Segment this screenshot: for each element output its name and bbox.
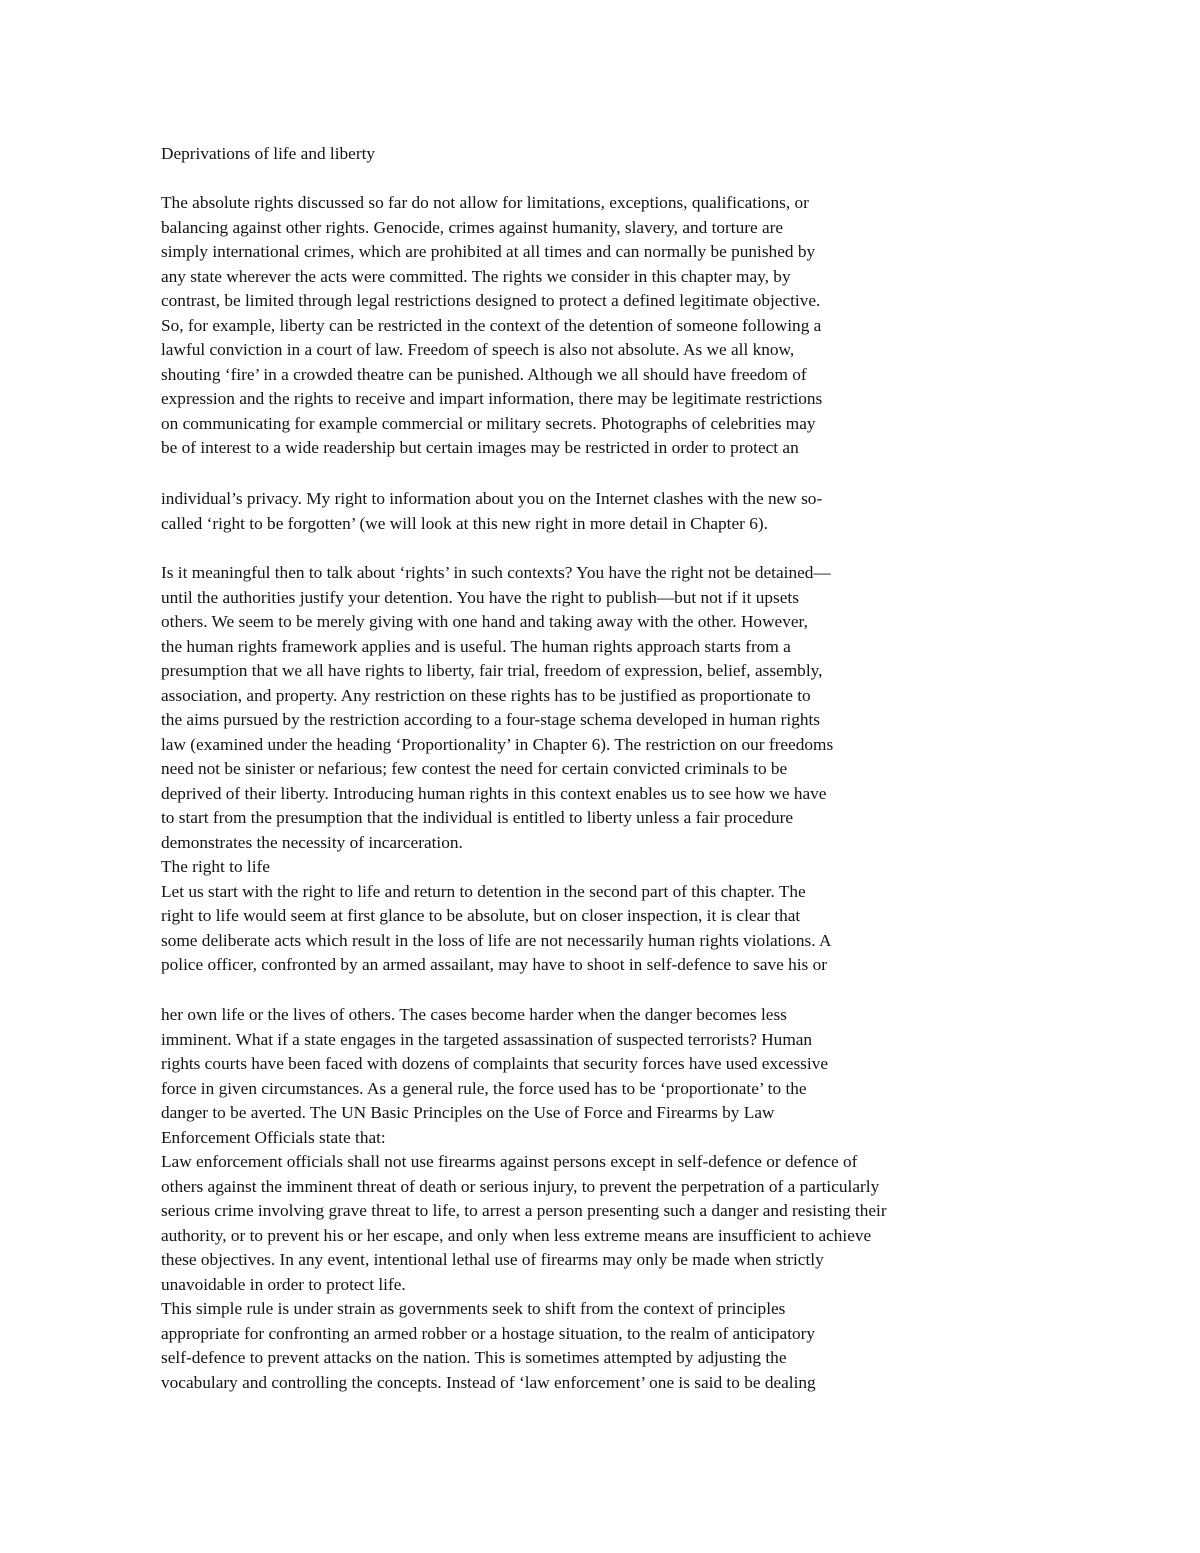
- quote-line: unavoidable in order to protect life.: [161, 1274, 406, 1294]
- quote-line: others against the imminent threat of death or serious injury, to prevent the perpetration of a particularly: [161, 1176, 880, 1196]
- text-line: simply international crimes, which are prohibited at all times and can normally be punished by: [161, 242, 816, 261]
- quote-line: Law enforcement officials shall not use firearms against persons except in self-defence or defence of: [161, 1152, 858, 1171]
- section-heading: Deprivations of life and liberty: [161, 144, 376, 163]
- text-line: to start from the presumption that the individual is entitled to liberty unless a fair procedure: [161, 808, 794, 827]
- text-line: need not be sinister or nefarious; few contest the need for certain convicted criminals to be: [161, 759, 788, 778]
- text-line: any state wherever the acts were committed. The rights we consider in this chapter may, by: [161, 266, 791, 286]
- text-line: balancing against other rights. Genocide, crimes against humanity, slavery, and torture are: [161, 217, 784, 237]
- text-line: force in given circumstances. As a general rule, the force used has to be ‘proportionate’ to the: [161, 1078, 807, 1098]
- text-line: Is it meaningful then to talk about ‘rights’ in such contexts? You have the right not be detained—: [161, 563, 831, 582]
- text-line: So, for example, liberty can be restricted in the context of the detention of someone following a: [161, 315, 822, 335]
- text-line: demonstrates the necessity of incarceration.: [161, 832, 463, 852]
- text-line: the aims pursued by the restriction according to a four-stage schema developed in human rights: [161, 710, 821, 729]
- text-line: Let us start with the right to life and return to detention in the second part of this chapter. The: [161, 881, 806, 901]
- text-line: lawful conviction in a court of law. Freedom of speech is also not absolute. As we all know,: [161, 340, 795, 359]
- text-line: her own life or the lives of others. The cases become harder when the danger becomes less: [161, 1005, 787, 1024]
- text-line: others. We seem to be merely giving with one hand and taking away with the other. However,: [161, 612, 808, 631]
- text-line: law (examined under the heading ‘Proportionality’ in Chapter 6). The restriction on our freedoms: [161, 734, 834, 754]
- text-line: Enforcement Officials state that:: [161, 1127, 386, 1147]
- subheading: The right to life: [161, 857, 270, 876]
- text-line: called ‘right to be forgotten’ (we will look at this new right in more detail in Chapter 6).: [161, 513, 768, 533]
- text-line: self-defence to prevent attacks on the nation. This is sometimes attempted by adjusting the: [161, 1348, 787, 1367]
- text-line: appropriate for confronting an armed robber or a hostage situation, to the realm of anticipatory: [161, 1323, 816, 1343]
- text-line: right to life would seem at first glance to be absolute, but on closer inspection, it is clear that: [161, 906, 801, 925]
- text-line: association, and property. Any restriction on these rights has to be justified as proportionate to: [161, 685, 811, 705]
- text-line: shouting ‘fire’ in a crowded theatre can be punished. Although we all should have freedom of: [161, 364, 807, 384]
- text-line: expression and the rights to receive and impart information, there may be legitimate restrictions: [161, 389, 823, 408]
- text-line: vocabulary and controlling the concepts. Instead of ‘law enforcement’ one is said to be dealing: [161, 1372, 816, 1392]
- quote-line: authority, or to prevent his or her escape, and only when less extreme means are insufficient to achieve: [161, 1225, 872, 1245]
- text-line: rights courts have been faced with dozens of complaints that security forces have used excessive: [161, 1054, 829, 1073]
- text-line: presumption that we all have rights to liberty, fair trial, freedom of expression, belief, assembly,: [161, 661, 823, 680]
- text-line: be of interest to a wide readership but certain images may be restricted in order to protect an: [161, 438, 799, 457]
- text-line: deprived of their liberty. Introducing human rights in this context enables us to see how we have: [161, 783, 827, 803]
- quote-line: serious crime involving grave threat to life, to arrest a person presenting such a danger and resisting their: [161, 1201, 887, 1220]
- text-line: on communicating for example commercial or military secrets. Photographs of celebrities may: [161, 413, 816, 433]
- quote-line: these objectives. In any event, intentional lethal use of firearms may only be made when strictly: [161, 1250, 824, 1269]
- text-line: This simple rule is under strain as governments seek to shift from the context of principles: [161, 1299, 786, 1318]
- text-line: imminent. What if a state engages in the targeted assassination of suspected terrorists? Human: [161, 1029, 813, 1049]
- text-line: contrast, be limited through legal restrictions designed to protect a defined legitimate objective.: [161, 291, 821, 310]
- text-line: individual’s privacy. My right to information about you on the Internet clashes with the new so-: [161, 489, 823, 508]
- text-line: until the authorities justify your detention. You have the right to publish—but not if it upsets: [161, 587, 799, 607]
- text-line: danger to be averted. The UN Basic Principles on the Use of Force and Firearms by Law: [161, 1103, 775, 1122]
- text-line: the human rights framework applies and is useful. The human rights approach starts from a: [161, 636, 791, 656]
- text-line: some deliberate acts which result in the loss of life are not necessarily human rights violations. A: [161, 930, 832, 950]
- text-line: The absolute rights discussed so far do not allow for limitations, exceptions, qualifications, or: [161, 193, 809, 212]
- text-line: police officer, confronted by an armed assailant, may have to shoot in self-defence to save his or: [161, 955, 828, 974]
